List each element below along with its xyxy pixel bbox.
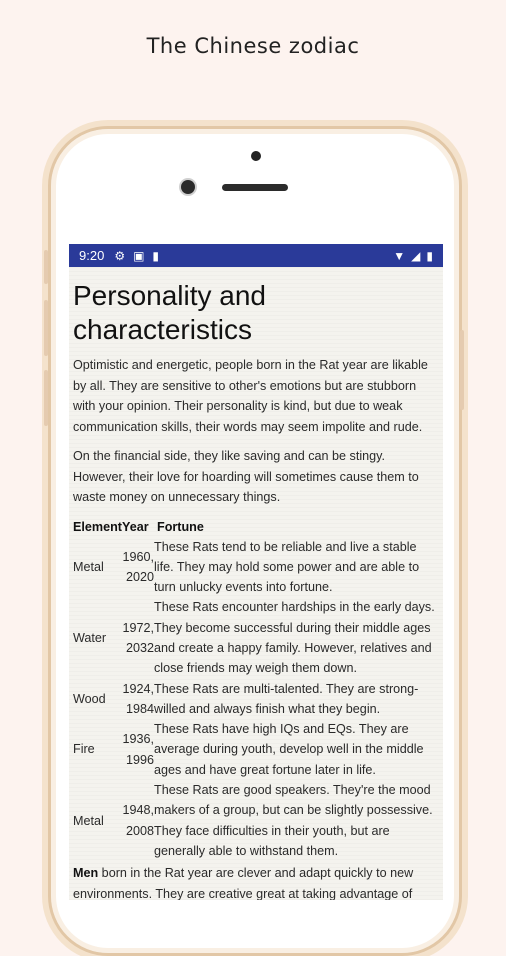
cell-element: Water (73, 630, 107, 645)
cell-element: Wood (73, 691, 106, 706)
men-text: born in the Rat year are clever and adapt quickly to new environments. They are creative great at taking advantage of (73, 866, 414, 900)
phone-volume-down-button (44, 370, 48, 426)
cell-year: 1936, 1996 (122, 732, 154, 767)
cell-element: Fire (73, 742, 95, 757)
battery-icon: ▮ (426, 248, 433, 263)
page-caption: The Chinese zodiac (146, 34, 360, 58)
cell-fortune: These Rats have high IQs and EQs. They are average during youth, develop well in the middle ages and have great fortune later in life. (154, 722, 424, 777)
table-row (73, 679, 439, 720)
earpiece-speaker (222, 184, 288, 191)
fortune-table (73, 517, 439, 862)
cell-year: 1948, 2008 (122, 803, 154, 838)
table-row (73, 780, 439, 861)
phone-side-button (44, 250, 48, 284)
wifi-icon: ▼ (393, 248, 406, 263)
front-camera (181, 180, 195, 194)
table-row (73, 537, 439, 598)
men-paragraph (73, 863, 439, 900)
cell-fortune: These Rats tend to be reliable and live a stable life. They may hold some power and are able to turn unlucky events into fortune. (154, 539, 420, 595)
article-paragraph: Optimistic and energetic, people born in the Rat year are likable by all. They are sensitive to other's emotions but are stubborn with your opinion. Their personality is kind, but due to weak communication skills, their words may seem impolite and rude. (73, 358, 428, 434)
proximity-sensor (251, 151, 261, 161)
status-bar (69, 244, 443, 267)
cell-year: 1924, 1984 (122, 681, 154, 716)
cell-year: 1972, 2032 (122, 620, 154, 655)
article-title: Personality and characteristics (73, 280, 267, 345)
table-row (73, 719, 439, 780)
article-paragraph: On the financial side, they like saving and can be stingy. However, their love for hoarding will sometimes cause them to waste money on unnecessary things. (73, 449, 419, 504)
signal-icon: ◢ (411, 248, 421, 263)
cell-element: Metal (73, 559, 104, 574)
gear-icon: ⚙ (114, 248, 126, 263)
men-label: Men (73, 866, 99, 881)
cell-year: 1960, 2020 (122, 549, 154, 584)
phone-screen[interactable] (69, 244, 443, 900)
cell-element: Metal (73, 813, 104, 828)
image-icon: ▣ (133, 248, 145, 263)
column-header-fortune: Fortune (157, 519, 204, 534)
phone-volume-up-button (44, 300, 48, 356)
table-row (73, 597, 439, 678)
cell-fortune: These Rats are good speakers. They're the mood makers of a group, but can be slightly possessive. They face difficulties in their youth, but are generally able to withstand them. (154, 783, 433, 858)
table-header-row (73, 517, 439, 537)
column-header-element: Element (73, 519, 122, 534)
cell-fortune: These Rats encounter hardships in the early days. They become successful during their middle ages and create a happy family. However, relatives and close friends may weigh them down. (154, 600, 435, 676)
cell-fortune: These Rats are multi-talented. They are strong-willed and always finish what they begin. (154, 681, 419, 716)
status-time: 9:20 (79, 248, 105, 263)
sd-card-icon: ▮ (152, 248, 160, 263)
article[interactable] (69, 267, 443, 900)
column-header-year: Year (122, 519, 149, 534)
phone-power-button (460, 330, 464, 410)
